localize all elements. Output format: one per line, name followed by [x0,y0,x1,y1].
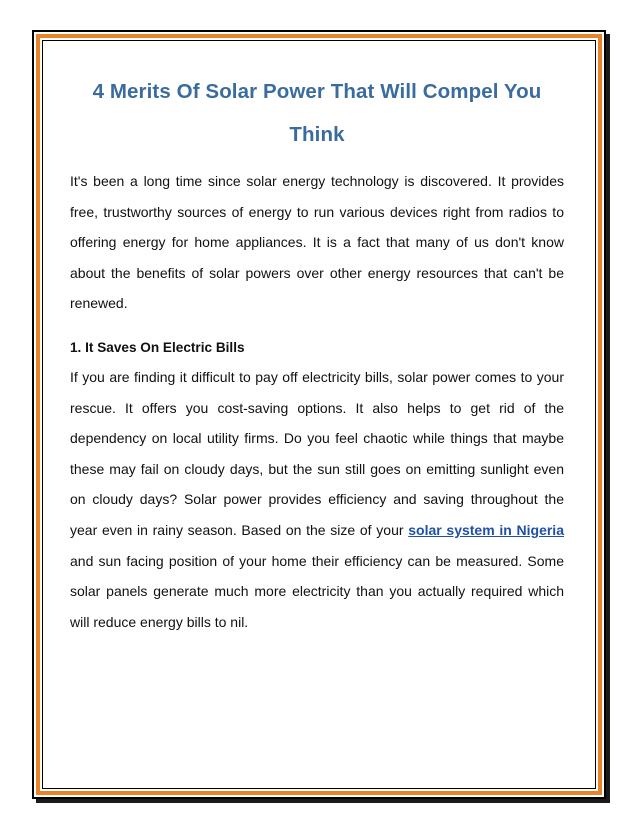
section-text-before-link: If you are finding it difficult to pay off electricity bills, solar power comes to your rescue. It offers you cost-saving options. It also helps to get rid of the dependency on local utility firms. Do you feel chaotic while things that maybe these may fail on cloudy days, but the sun still goes on emitting sunlight even on cloudy days? Solar power provides efficiency and saving throughout the year even in rainy season. Based on the size of your [70,368,564,538]
page-title: 4 Merits Of Solar Power That Will Compel You Think [92,80,542,146]
solar-system-link[interactable]: solar system in Nigeria [408,521,564,538]
section-heading: 1. It Saves On Electric Bills [70,339,245,355]
section-text-after-link: and sun facing position of your home their efficiency can be measured. Some solar panels generate much more electricity than you actually required which will reduce energy bills to nil. [70,552,564,630]
document-body [70,70,564,637]
section-paragraph [70,362,564,637]
intro-paragraph: It's been a long time since solar energy technology is discovered. It provides free, trustworthy sources of energy to run various devices right from radios to offering energy for home appliances. It is a fact that many of us don't know about the benefits of solar powers over other energy resources that can't be renewed. [70,173,564,312]
